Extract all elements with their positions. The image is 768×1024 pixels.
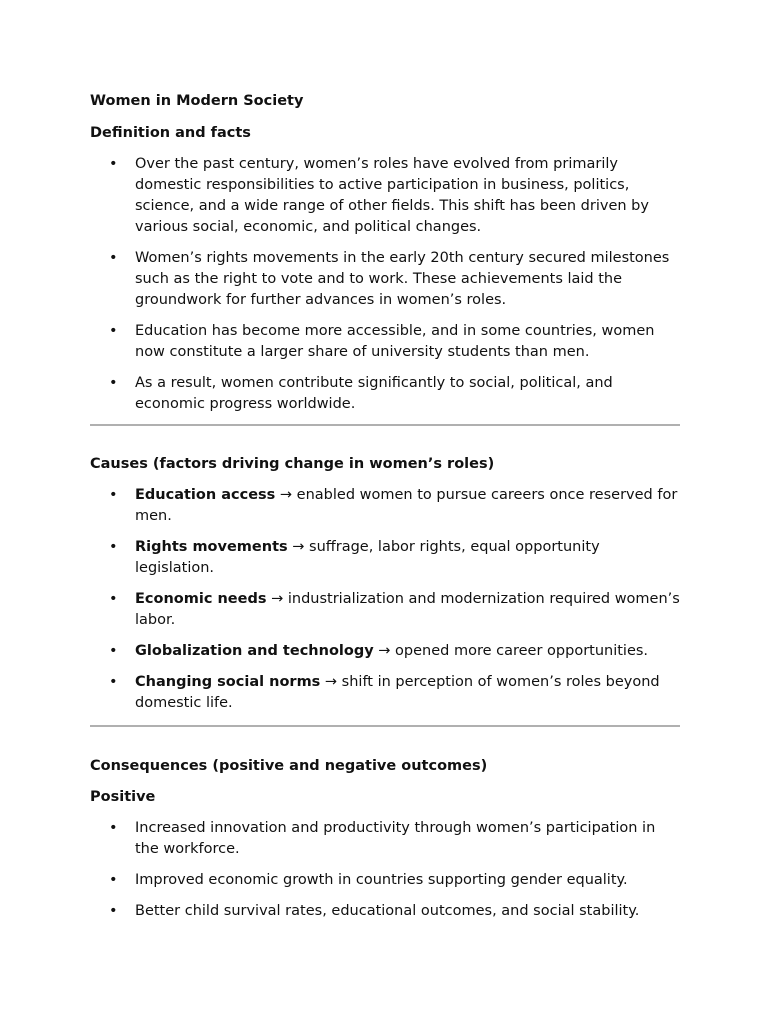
causes-list <box>90 485 680 714</box>
definition-heading: Definition and facts <box>90 125 251 141</box>
list-item <box>90 818 680 860</box>
positive-list <box>90 818 680 922</box>
cause-term: Globalization and technology <box>135 643 374 659</box>
cause-description: → shift in perception of women’s roles beyond domestic life. <box>135 674 660 711</box>
cause-term: Education access <box>135 487 276 503</box>
list-item <box>90 537 680 579</box>
list-item <box>90 321 680 363</box>
causes-heading: Causes (factors driving change in women’s roles) <box>90 456 495 472</box>
list-item-text: Increased innovation and productivity through women’s participation in the workforce. <box>135 820 656 857</box>
list-item <box>90 901 680 922</box>
list-item-text: Women’s rights movements in the early 20th century secured milestones such as the right to vote and to work. These achievements laid the groundwork for further advances in women’s roles. <box>135 250 670 308</box>
cause-term: Economic needs <box>135 591 267 607</box>
document-content <box>90 91 680 932</box>
section-divider <box>90 424 680 426</box>
list-item-text: Education has become more accessible, and in some countries, women now constitute a larger share of university students than men. <box>135 323 655 360</box>
list-item-text: Over the past century, women’s roles have evolved from primarily domestic responsibilities to active participation in business, politics, science, and a wide range of other fields. This shift has been driven by various social, economic, and political changes. <box>135 156 649 235</box>
bullet-icon: • <box>109 903 118 919</box>
bullet-icon: • <box>109 323 118 339</box>
bullet-icon: • <box>109 156 118 172</box>
bullet-icon: • <box>109 487 118 503</box>
section-divider <box>90 725 680 727</box>
bullet-icon: • <box>109 375 118 391</box>
bullet-icon: • <box>109 250 118 266</box>
bullet-icon: • <box>109 872 118 888</box>
bullet-icon: • <box>109 643 118 659</box>
list-item <box>90 373 680 415</box>
list-item <box>90 248 680 311</box>
definition-list <box>90 154 680 415</box>
cause-description: → opened more career opportunities. <box>373 643 649 659</box>
list-item <box>90 641 680 662</box>
list-item-text: As a result, women contribute significantly to social, political, and economic progress worldwide. <box>135 375 613 412</box>
bullet-icon: • <box>109 591 118 607</box>
bullet-icon: • <box>109 820 118 836</box>
list-item <box>90 485 680 527</box>
bullet-icon: • <box>109 674 118 690</box>
cause-description: → industrialization and modernization required women’s labor. <box>135 591 680 628</box>
consequences-heading: Consequences (positive and negative outcomes) <box>90 758 488 774</box>
list-item <box>90 672 680 714</box>
list-item-text: Improved economic growth in countries supporting gender equality. <box>135 872 628 888</box>
positive-subheading: Positive <box>90 789 156 805</box>
list-item-text: Better child survival rates, educational outcomes, and social stability. <box>135 903 640 919</box>
cause-term: Changing social norms <box>135 674 321 690</box>
cause-description: → enabled women to pursue careers once reserved for men. <box>135 487 678 524</box>
list-item <box>90 589 680 631</box>
list-item <box>90 154 680 238</box>
cause-description: → suffrage, labor rights, equal opportunity legislation. <box>135 539 600 576</box>
list-item <box>90 870 680 891</box>
document-title: Women in Modern Society <box>90 93 304 109</box>
cause-term: Rights movements <box>135 539 288 555</box>
bullet-icon: • <box>109 539 118 555</box>
